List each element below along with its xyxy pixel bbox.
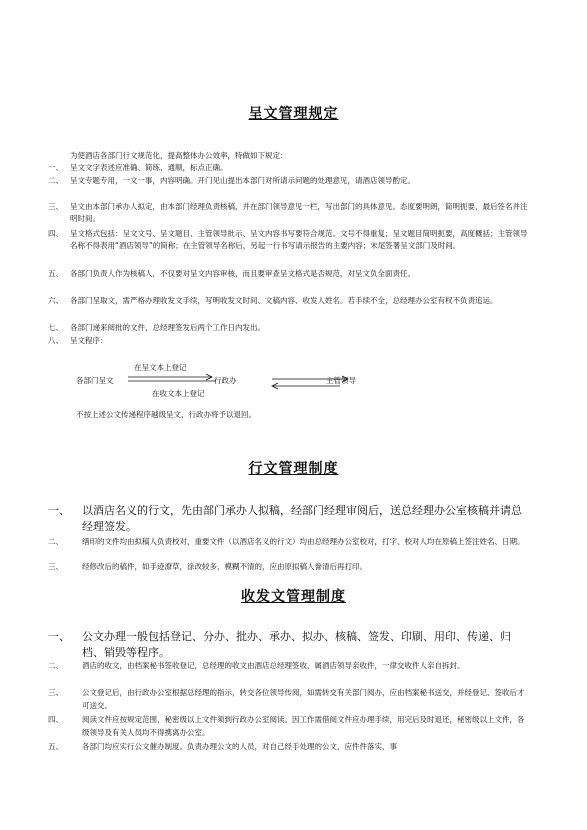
section2-item-2 bbox=[48, 536, 528, 549]
item-text: 各部门均应实行公文催办制度。负责办理公文的人员，对自己经手处理的公文，应件件落实，事 bbox=[82, 742, 397, 751]
flow-bottom-label: 在收文本上登记 bbox=[152, 389, 205, 398]
item-number: 二、 bbox=[48, 176, 63, 185]
section1-note: 不按上述公文传递程序越级呈文，行政办将予以退回。 bbox=[76, 410, 256, 419]
section3-item-1 bbox=[48, 629, 530, 661]
item-number: 三、 bbox=[48, 688, 63, 697]
item-text: 公文登记后，由行政办公室根据总经理的指示，转交各位领导传阅，如需转交有关部门阅办，应由档案秘书送交，并经登记、签收后才可送交。 bbox=[82, 688, 525, 710]
item-number: 五、 bbox=[48, 742, 63, 751]
flow-dept: 各部门呈文 bbox=[76, 376, 114, 385]
item-text: 各部门呈取文，需严格办理收发文手续，写明收发文时间、文稿内容、收发人姓名。若手续不全，总经理办公室有权不负责追运。 bbox=[70, 296, 498, 305]
item-number: 六、 bbox=[48, 296, 63, 305]
section2-item-3 bbox=[48, 561, 528, 574]
section2-title: 行文管理制度 bbox=[248, 461, 339, 477]
item-number: 二、 bbox=[48, 661, 63, 670]
item-text: 各部门递来阅批的文件，总经理签发后两个工作日内发出。 bbox=[70, 323, 265, 332]
section3-item-3 bbox=[48, 687, 528, 712]
flow-top-label: 在呈文本上登记 bbox=[134, 363, 187, 372]
item-text: 阅读文件应按规定范围，秘密级以上文件须到行政办公室阅读。因工作需借阅文件应办理手续，用完后及时退还，秘密级以上文件，各级领导及有关人员均不得携离办公室。 bbox=[82, 715, 525, 737]
section3-item-2 bbox=[48, 660, 528, 673]
item-number: 八、 bbox=[48, 336, 63, 345]
flow-leader: 主管领导 bbox=[326, 376, 356, 385]
item-text: 各部门负责人作为核稿人，不仅要对呈文内容审核，而且要审查呈文格式是否规范，对呈文负全面责任。 bbox=[70, 269, 415, 278]
section3-item-5 bbox=[48, 741, 528, 754]
item-text: 经修改后的稿件，如手迹潦草，涂改较多，模糊不清的，应由原拟稿人誊清后再打印。 bbox=[82, 562, 367, 571]
item-text: 呈文格式包括：呈文文号、呈文题目、主管领导批示、呈文内容书写要符合规范。文号不得重复；呈文题目简明扼要，高度概括；主管领导名称不得表用“酒店领导”的简称；在主管领导名称后，另起一行书写请示报告的主要内容；末尾签署呈文部门及时间。 bbox=[70, 229, 528, 251]
item-number: 三、 bbox=[48, 202, 63, 211]
item-text: 公文办理一般包括登记、分办、批办、承办、拟办、核稿、签发、印刷、用印、传递、归档、销毁等程序。 bbox=[82, 630, 511, 659]
section3-item-4 bbox=[48, 714, 528, 739]
section3-title: 收发文管理制度 bbox=[241, 589, 346, 605]
item-number: 三、 bbox=[48, 562, 63, 571]
item-text: 呈文由本部门承办人拟定，由本部门经理负责核稿，并在部门领导意见一栏，写出部门的具体意见。态度要明朗，简明扼要，最后签名并注明时间。 bbox=[70, 202, 528, 224]
item-number: 四、 bbox=[48, 229, 63, 238]
item-number: 二、 bbox=[48, 537, 63, 546]
item-text: 缮印的文件均由拟稿人负责校对，重要文件（以酒店名义的行文）均由总经理办公室校对，打字、校对人均在原稿上签注姓名、日期。 bbox=[82, 537, 525, 546]
item-text: 呈文专题专用，一文一事，内容明确。开门见山提出本部门对所请示问题的处理意见，请酒店领导酌定。 bbox=[70, 176, 415, 185]
item-text: 呈文文字表述应准确、简练、通顺，标点正确。 bbox=[70, 163, 228, 172]
section1-intro: 为使酒店各部门行文规范化，提高整体办公效率，特做如下规定： bbox=[70, 151, 288, 160]
item-number: 一、 bbox=[48, 163, 63, 172]
flow-office: 行政办 bbox=[214, 376, 237, 385]
item-number: 四、 bbox=[48, 715, 63, 724]
section2-item-1 bbox=[48, 503, 528, 535]
section1-title: 呈文管理规定 bbox=[248, 106, 339, 122]
item-text: 呈文程序： bbox=[70, 336, 108, 345]
item-number: 一、 bbox=[48, 630, 70, 643]
item-number: 七、 bbox=[48, 323, 63, 332]
item-text: 酒店的收文，由档案秘书签收登记，总经理的收文由酒店总经理签收，属酒店领导亲收件，一律交收件人亲自拆封。 bbox=[82, 661, 465, 670]
item-text: 以酒店名义的行文，先由部门承办人拟稿，经部门经理审阅后，送总经理办公室核稿并请总经理签发。 bbox=[82, 504, 522, 533]
item-number: 一、 bbox=[48, 504, 70, 517]
item-number: 五、 bbox=[48, 269, 63, 278]
